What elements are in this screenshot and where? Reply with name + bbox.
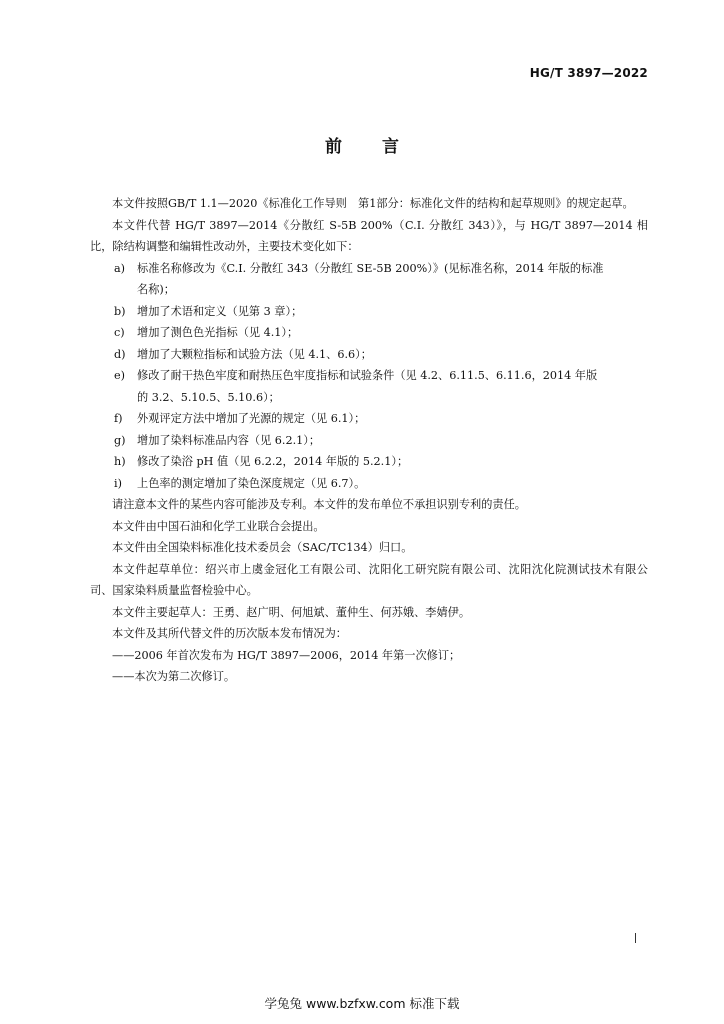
list-item: [90, 473, 648, 495]
list-item-text: 上色率的测定增加了染色深度规定（见 6.7）。: [137, 476, 366, 490]
paragraph-history-intro: 本文件及其所代替文件的历次版本发布情况为：: [112, 627, 347, 640]
page-number: [635, 933, 636, 943]
list-item: [90, 322, 648, 344]
history-item: ——2006 年首次发布为 HG/T 3897—2006，2014 年第一次修订；: [112, 648, 461, 662]
list-item: [90, 344, 648, 366]
page-title: 前言: [325, 137, 439, 157]
standard-code: HG/T 3897—2022: [529, 66, 648, 80]
list-item-label: g): [114, 433, 126, 447]
footer-watermark: 学兔兔 www.bzfxw.com 标准下载: [264, 996, 460, 1011]
list-item-continuation: 名称)；: [137, 283, 175, 296]
list-item-label: b): [114, 304, 126, 318]
paragraph-drafting-rules: 本文件按照GB/T 1.1—2020《标准化工作导则 第1部分：标准化文件的结构和起草规则》的规定起草。: [112, 197, 634, 210]
paragraph-replacement: 本文件代替 HG/T 3897—2014《分散红 S-5B 200%（C.I. 分散红 343）》，与 HG/T 3897—2014 相比，除结构调整和编辑性改动外，主要技术变化如下：: [90, 218, 648, 253]
list-item-text: 增加了测色色光指标（见 4.1）；: [137, 326, 299, 339]
list-item-text: 外观评定方法中增加了光源的规定（见 6.1）；: [137, 412, 366, 425]
list-item-continuation: 的 3.2、5.10.5、5.10.6）；: [137, 390, 280, 404]
list-item: [90, 301, 648, 323]
foreword-body: [90, 193, 648, 688]
list-item-label: c): [114, 326, 125, 339]
list-item-label: i): [114, 476, 122, 490]
list-item: [90, 430, 648, 452]
list-item: [90, 365, 648, 387]
paragraph-drafting-units: 本文件起草单位：绍兴市上虞金冠化工有限公司、沈阳化工研究院有限公司、沈阳沈化院测试技术有限公司、国家染料质量监督检验中心。: [90, 562, 648, 597]
list-item-text: 修改了染浴 pH 值（见 6.2.2，2014 年版的 5.2.1）；: [137, 455, 409, 468]
list-item-label: d): [114, 347, 126, 361]
paragraph-patent: 请注意本文件的某些内容可能涉及专利。本文件的发布单位不承担识别专利的责任。: [112, 498, 526, 511]
list-item: [90, 451, 648, 473]
list-item-label: h): [114, 455, 126, 468]
list-item-text: 增加了大颗粒指标和试验方法（见 4.1、6.6）；: [137, 347, 372, 361]
history-item: ——本次为第二次修订。: [112, 670, 236, 683]
list-item-text: 增加了术语和定义（见第 3 章）；: [137, 304, 303, 318]
paragraph-managed-by: 本文件由全国染料标准化技术委员会（SAC/TC134）归口。: [112, 541, 413, 554]
list-item: [90, 408, 648, 430]
list-item-label: f): [114, 412, 123, 425]
list-item-label: e): [114, 369, 125, 382]
list-item-text: 标准名称修改为《C.I. 分散红 343（分散红 SE-5B 200%）》(见标准名称，2014 年版的标准: [137, 261, 604, 275]
paragraph-drafters: 本文件主要起草人：王勇、赵广明、何旭斌、董仲生、何苏娥、李婧伊。: [112, 605, 471, 619]
change-list: [90, 258, 648, 495]
list-item-text: 增加了染料标准品内容（见 6.2.1）；: [137, 433, 321, 447]
list-item-label: a): [114, 261, 126, 275]
list-item-text: 修改了耐干热色牢度和耐热压色牢度指标和试验条件（见 4.2、6.11.5、6.11.6，2014 年版: [137, 369, 598, 382]
paragraph-proposed-by: 本文件由中国石油和化学工业联合会提出。: [112, 519, 325, 533]
list-item: [90, 258, 648, 280]
